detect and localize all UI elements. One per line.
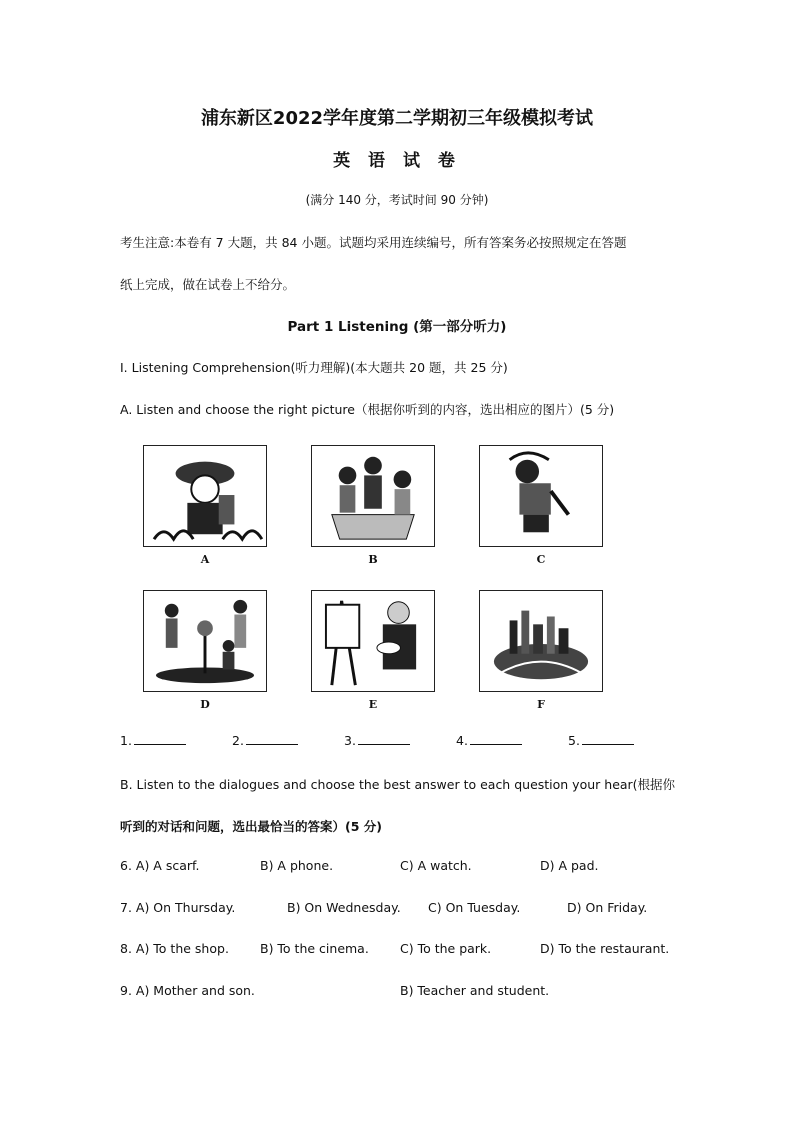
q8-option-a[interactable]: 8. A) To the shop.	[120, 941, 229, 956]
picture-label-d: D	[200, 698, 210, 711]
answer-blank-3[interactable]	[344, 733, 410, 748]
boy-stretching-picture	[479, 445, 603, 547]
painter-at-easel-picture	[311, 590, 435, 692]
q7-option-a[interactable]: 7. A) On Thursday.	[120, 900, 236, 915]
exam-title: 浦东新区2022学年度第二学期初三年级模拟考试	[200, 108, 594, 129]
q7-option-b[interactable]: B) On Wednesday.	[287, 900, 401, 915]
q6-option-b[interactable]: B) A phone.	[260, 858, 334, 873]
q9-option-a[interactable]: 9. A) Mother and son.	[120, 983, 255, 998]
section-b-heading-line-2: 听到的对话和问题，选出最恰当的答案）(5 分)	[120, 819, 382, 834]
q8-option-d[interactable]: D) To the restaurant.	[540, 941, 670, 956]
q6-option-a[interactable]: 6. A) A scarf.	[120, 858, 200, 873]
picture-label-e: E	[368, 698, 378, 711]
q6-option-d[interactable]: D) A pad.	[540, 858, 599, 873]
q8-option-c[interactable]: C) To the park.	[400, 941, 492, 956]
city-skyline-picture	[479, 590, 603, 692]
blank-number: 3.	[344, 733, 356, 748]
section-a-heading: A. Listen and choose the right picture（根据你听到的内容，选出相应的图片）(5 分)	[120, 402, 615, 417]
child-in-hat-picture	[143, 445, 267, 547]
picture-label-f: F	[537, 698, 545, 711]
exam-subtitle: 英 语 试 卷	[333, 151, 461, 171]
notice-line-2: 纸上完成，做在试卷上不给分。	[120, 277, 296, 292]
blank-line	[358, 733, 410, 745]
blank-number: 5.	[568, 733, 580, 748]
q9-option-b[interactable]: B) Teacher and student.	[400, 983, 550, 998]
blank-number: 4.	[456, 733, 468, 748]
blank-number: 2.	[232, 733, 244, 748]
q6-option-c[interactable]: C) A watch.	[400, 858, 472, 873]
blank-line	[134, 733, 186, 745]
section-1-heading: I. Listening Comprehension(听力理解)(本大题共 20 题，共 25 分)	[120, 360, 508, 375]
q8-option-b[interactable]: B) To the cinema.	[260, 941, 369, 956]
answer-blank-2[interactable]	[232, 733, 298, 748]
picture-label-a: A	[200, 553, 210, 566]
answer-blank-5[interactable]	[568, 733, 634, 748]
family-at-table-picture	[311, 445, 435, 547]
blank-line	[582, 733, 634, 745]
q7-option-d[interactable]: D) On Friday.	[567, 900, 648, 915]
blank-line	[246, 733, 298, 745]
exam-note: (满分 140 分，考试时间 90 分钟)	[305, 193, 489, 207]
answer-blank-1[interactable]	[120, 733, 186, 748]
picture-label-c: C	[536, 553, 546, 566]
picture-label-b: B	[368, 553, 378, 566]
answer-blank-4[interactable]	[456, 733, 522, 748]
blank-line	[470, 733, 522, 745]
blank-number: 1.	[120, 733, 132, 748]
planting-tree-picture	[143, 590, 267, 692]
notice-line-1: 考生注意:本卷有 7 大题，共 84 小题。试题均采用连续编号，所有答案务必按照规定在答题	[120, 235, 627, 250]
section-b-heading-line-1: B. Listen to the dialogues and choose the best answer to each question your hear(根据你	[120, 777, 676, 792]
q7-option-c[interactable]: C) On Tuesday.	[428, 900, 521, 915]
part1-heading: Part 1 Listening (第一部分听力)	[287, 319, 507, 335]
